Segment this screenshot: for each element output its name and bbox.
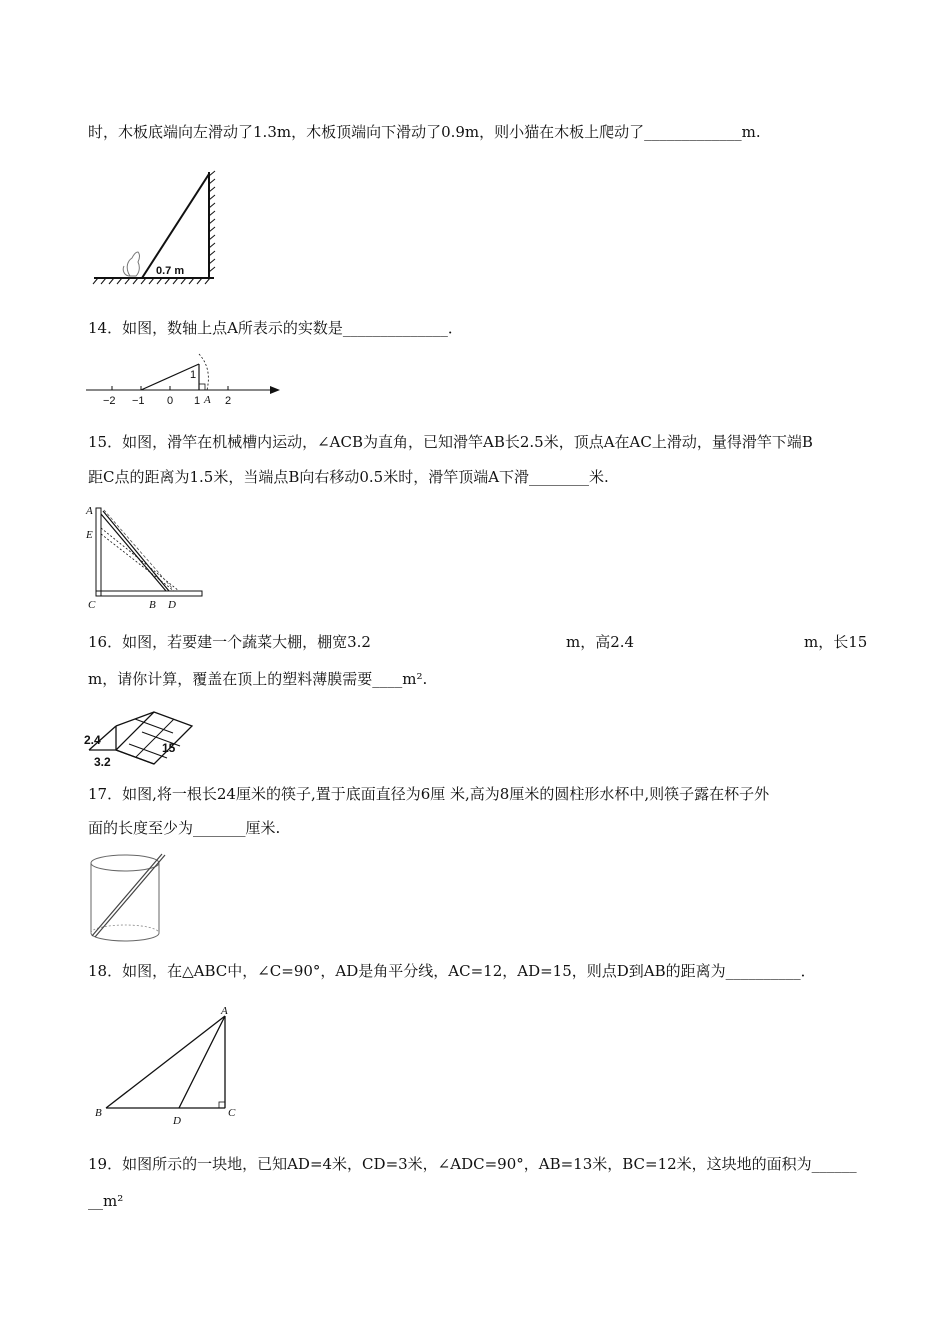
q15-label-d: D (168, 599, 176, 611)
q16-text-line1-a: 16．如图，若要建一个蔬菜大棚，棚宽3.2 (88, 633, 371, 651)
tick-label: −1 (132, 395, 145, 407)
q18-figure-triangle (92, 1006, 242, 1130)
q14-figure-number-line (86, 354, 286, 410)
q18-label-c: C (228, 1107, 236, 1119)
q19-text-line2: __m² (88, 1192, 124, 1210)
q13-fig-label: 0.7 m (156, 265, 185, 277)
tick-label: 0 (167, 395, 174, 407)
q16-fig-height: 2.4 (84, 733, 101, 747)
q16-figure-greenhouse (84, 702, 204, 770)
tick-label: 2 (225, 395, 232, 407)
q13-figure-ladder-cat (90, 166, 225, 286)
q18-label-d: D (173, 1115, 181, 1127)
q15-text-line2: 距C点的距离为1.5米，当端点B向右移动0.5米时，滑竿顶端A下滑________米. (88, 468, 609, 486)
q17-text-line2: 面的长度至少为_______厘米. (88, 819, 281, 837)
q14-text-line1: 14．如图，数轴上点A所表示的实数是______________． (88, 319, 463, 337)
q15-label-e: E (86, 529, 93, 541)
q13-text-line1: 时，木板底端向左滑动了1.3m，木板顶端向下滑动了0.9m，则小猫在木板上爬动了_____________m. (88, 123, 761, 141)
q15-text-line1: 15．如图，滑竿在机械槽内运动，∠ACB为直角，已知滑竿AB长2.5米，顶点A在AC上滑动，量得滑竿下端B (88, 433, 813, 451)
q15-label-b: B (149, 599, 156, 611)
cat-icon (123, 252, 139, 276)
q16-text-line1-b: m，高2.4 (566, 633, 635, 651)
tick-label: 1 (194, 395, 201, 407)
point-a-label: A (204, 394, 211, 406)
q17-figure-cup-chopstick (88, 852, 168, 944)
q19-text-line1: 19．如图所示的一块地，已知AD=4米，CD=3米，∠ADC=90°，AB=13米，BC=12米，这块地的面积为______ (88, 1155, 857, 1173)
q16-text-line2: m，请你计算，覆盖在顶上的塑料薄膜需要____m². (88, 670, 428, 688)
q16-fig-length: 15 (162, 741, 176, 755)
q18-text-line1: 18．如图，在△ABC中，∠C=90°，AD是角平分线，AC=12，AD=15，则点D到AB的距离为__________． (88, 962, 816, 980)
q14-height-label: 1 (190, 369, 197, 381)
q16-fig-width: 3.2 (94, 755, 111, 769)
q16-text-line1-c: m，长15 (804, 633, 868, 651)
q15-label-a: A (86, 505, 93, 517)
q18-label-a: A (221, 1005, 228, 1017)
q15-label-c: C (88, 599, 96, 611)
tick-label: −2 (103, 395, 116, 407)
q17-text-line1: 17．如图,将一根长24厘米的筷子,置于底面直径为6厘 米,高为8厘米的圆柱形水杯中,则筷子露在杯子外 (88, 785, 770, 803)
q18-label-b: B (95, 1107, 102, 1119)
q15-figure-sliding-rod (84, 504, 214, 612)
